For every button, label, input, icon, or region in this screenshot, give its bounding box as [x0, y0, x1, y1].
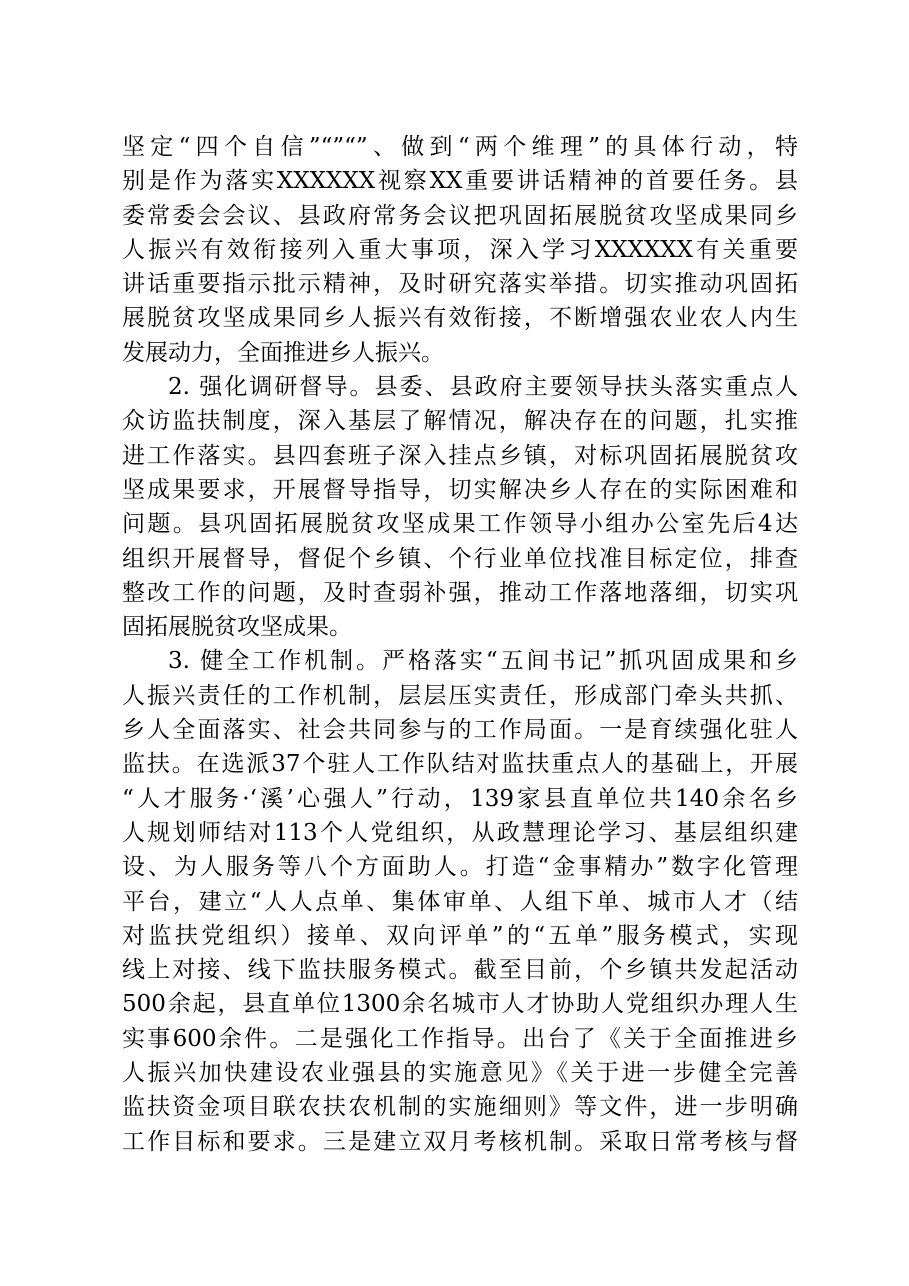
text-line: 人振兴有效衔接列入重大事项，深入学习XXXXXX有关重要 — [122, 236, 798, 263]
text-line: 问题。县巩固拓展脱贫攻坚成果工作领导小组办公室先后4达 — [122, 511, 798, 538]
text-line: 3. 健全工作机制。严格落实“五间书记”抓巩固成果和乡 — [168, 648, 798, 675]
text-line: 坚定“四个自信”“”“”、做到“两个维理”的具体行动，特 — [122, 134, 798, 160]
text-line: 2. 强化调研督导。县委、县政府主要领导扶头落实重点人 — [168, 374, 798, 401]
text-line: 组织开展督导，督促个乡镇、个行业单位找准目标定位，排查 — [122, 545, 798, 572]
paragraph-1 — [122, 130, 798, 370]
text-line: 实事600余件。二是强化工作指导。出台了《关于全面推进乡 — [122, 1025, 798, 1052]
paragraph-2 — [122, 370, 798, 644]
text-line: “人才服务·‘溪’心强人”行动，139家县直单位共140余名乡 — [122, 785, 798, 812]
text-line: 平台，建立“人人点单、集体审单、人组下单、城市人才（结 — [122, 888, 798, 915]
paragraph-3 — [122, 644, 798, 1158]
text-line: 众访监扶制度，深入基层了解情况，解决存在的问题，扎实推 — [122, 408, 798, 435]
text-line: 线上对接、线下监扶服务模式。截至目前，个乡镇共发起活动 — [122, 957, 798, 984]
text-line: 固拓展脱贫攻坚成果。 — [122, 614, 352, 641]
text-line: 监扶资金项目联农扶农机制的实施细则》等文件，进一步明确 — [122, 1094, 798, 1121]
text-line: 工作目标和要求。三是建立双月考核机制。采取日常考核与督 — [122, 1128, 798, 1155]
text-line: 坚成果要求，开展督导指导，切实解决乡人存在的实际困难和 — [122, 476, 798, 503]
text-line: 监扶。在选派37个驻人工作队结对监扶重点人的基础上，开展 — [122, 751, 798, 778]
text-line: 委常委会会议、县政府常务会议把巩固拓展脱贫攻坚成果同乡 — [122, 202, 798, 229]
document-body — [122, 130, 798, 1159]
text-line: 乡人全面落实、社会共同参与的工作局面。一是育续强化驻人 — [122, 717, 798, 744]
text-line: 设、为人服务等八个方面助人。打造“金事精办”数字化管理 — [122, 854, 798, 881]
text-line: 对监扶党组织）接单、双向评单”的“五单”服务模式，实现 — [122, 922, 798, 949]
text-line: 整改工作的问题，及时查弱补强，推动工作落地落细，切实巩 — [122, 579, 798, 606]
text-line: 人规划师结对113个人党组织，从政慧理论学习、基层组织建 — [122, 819, 798, 846]
text-line: 人振兴加快建设农业强县的实施意见》《关于进一步健全完善 — [122, 1060, 798, 1087]
text-line: 讲话重要指示批示精神，及时研究落实举措。切实推动巩固拓 — [122, 271, 798, 298]
text-line: 别是作为落实XXXXXX视察XX重要讲话精神的首要任务。县 — [122, 168, 798, 195]
text-line: 进工作落实。县四套班子深入挂点乡镇，对标巩固拓展脱贫攻 — [122, 442, 798, 469]
text-line: 展脱贫攻坚成果同乡人振兴有效衔接，不断增强农业农人内生 — [122, 305, 798, 332]
text-line: 发展动力，全面推进乡人振兴。 — [122, 339, 444, 366]
text-line: 500余起，县直单位1300余名城市人才协助人党组织办理人生 — [122, 991, 798, 1018]
text-line: 人振兴责任的工作机制，层层压实责任，形成部门牵头共抓、 — [122, 682, 798, 709]
